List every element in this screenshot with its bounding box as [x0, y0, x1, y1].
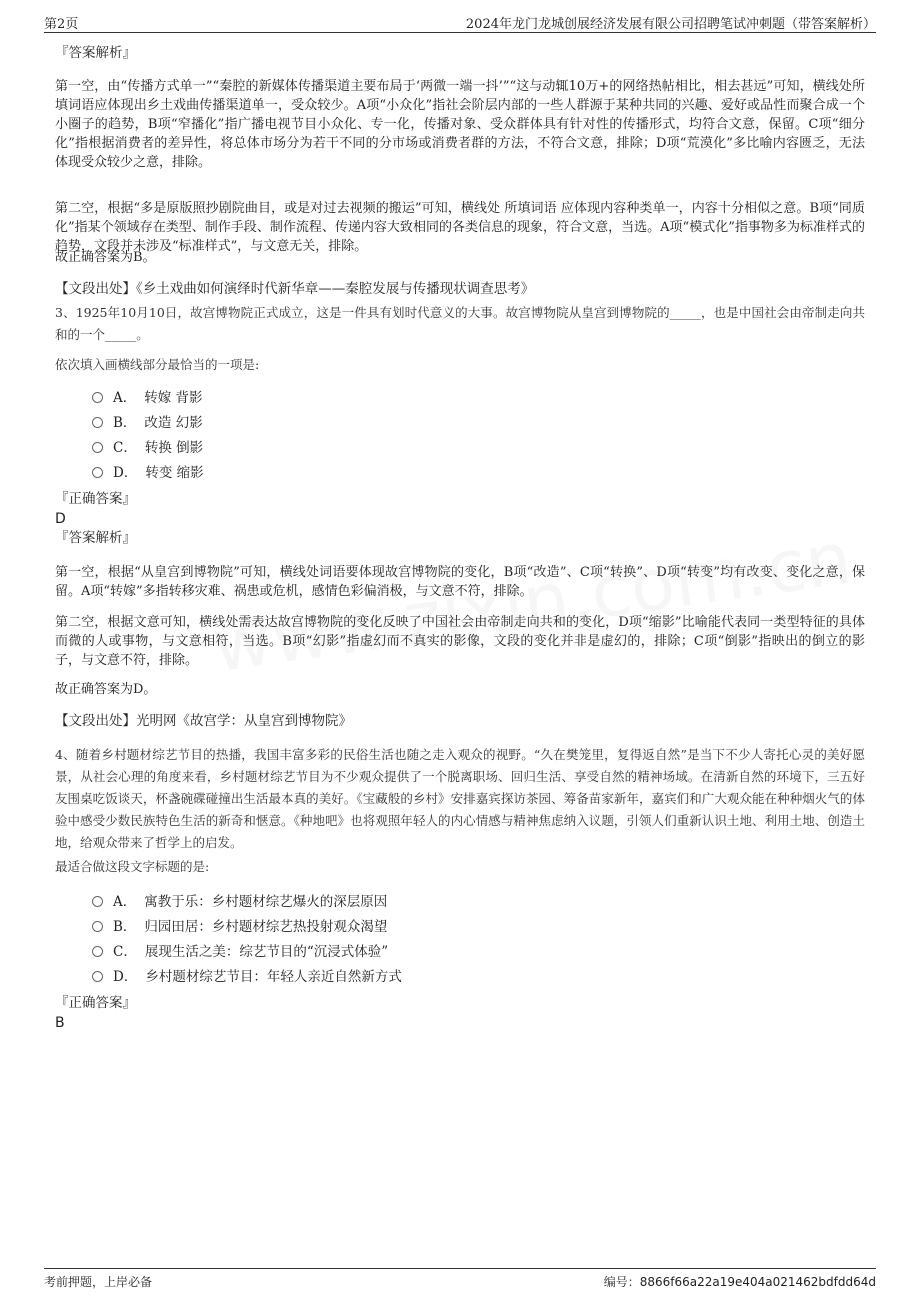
q2-conclusion: 故正确答案为B。: [55, 250, 156, 265]
q3-option-a[interactable]: A． 转嫁 背影: [92, 389, 203, 407]
page-header: [44, 10, 876, 33]
q3-analysis-para-1: 第一空，根据“从皇宫到博物院”可知，横线处词语要体现故宫博物院的变化，B项“改造”、C项“转换”、D项“转变”均有改变、变化之意，保留。A项“转嫁”多指转移灾难、祸患或危机，感情色彩偏消极，与文意不符，排除。: [55, 565, 865, 599]
page-number: 第2页: [44, 17, 79, 32]
radio-icon[interactable]: [92, 392, 103, 403]
q4-answer: B: [55, 1015, 65, 1031]
document-title: 2024年龙门龙城创展经济发展有限公司招聘笔试冲刺题（带答案解析）: [465, 17, 876, 32]
q3-answer-label: 『正确答案』: [55, 491, 136, 507]
q3-option-d[interactable]: D． 转变 缩影: [92, 464, 204, 482]
q3-conclusion: 故正确答案为D。: [55, 682, 157, 697]
radio-icon[interactable]: [92, 971, 103, 982]
q3-stem: 3、1925年10月10日，故宫博物院正式成立，这是一件具有划时代意义的大事。故宫博物院从皇宫到博物院的_____，也是中国社会由帝制走向共和的一个_____。: [55, 305, 865, 342]
radio-icon[interactable]: [92, 896, 103, 907]
q3-analysis-label: 『答案解析』: [55, 530, 136, 546]
q3-option-c[interactable]: C． 转换 倒影: [92, 439, 203, 457]
footer-slogan: 考前押题，上岸必备: [44, 1275, 153, 1289]
q4-prompt: 最适合做这段文字标题的是:: [55, 859, 210, 874]
q3-answer: D: [55, 511, 66, 527]
q4-stem: 4、随着乡村题材综艺节目的热播，我国丰富多彩的民俗生活也随之走入观众的视野。“久在樊笼里，复得返自然”是当下不少人寄托心灵的美好愿景，从社会心理的角度来看，乡村题材综艺节目为不少观众提供了一个脱离职场、回归生活、享受自然的精神场域。在清新自然的环境下，三五好友围桌吃饭谈天，杯盏碗碟碰撞出生活最本真的美好。《宝藏般的乡村》安排嘉宾探访茶园、筹备苗家新年，嘉宾们和广大观众能在种种烟火气的体验中感受少数民族特色生活的新奇和惬意。《种地吧》也将观照年轻人的内心情感与精神焦虑纳入议题，引领人们重新认识土地、利用土地、创造土地，给观众带来了哲学上的启发。: [55, 747, 865, 850]
radio-icon[interactable]: [92, 467, 103, 478]
q2-analysis-para-1: 第一空，由“传播方式单一”“秦腔的新媒体传播渠道主要布局于‘两微一端一抖’”“这与动辄10万+的网络热帖相比，相去甚远”可知，横线处所填词语应体现出乡土戏曲传播渠道单一，受众较少。A项“小众化”指社会阶层内部的一些人群源于某种共同的兴趣、爱好或品性而聚合成一个小圈子的趋势，B项“窄播化”指广播电视节目小众化、专一化，传播对象、受众群体具有针对性的传播形式，均符合文意，保留。C项“细分化”指根据消费者的差异性，将总体市场分为若干不同的分市场或消费者群的方法，不符合文意，排除；D项“荒漠化”多比喻内容匮乏，无法体现受众较少之意，排除。: [55, 79, 865, 170]
q2-analysis-label: 『答案解析』: [55, 45, 136, 61]
q3-option-b[interactable]: B． 改造 幻影: [92, 414, 203, 432]
q4-answer-label: 『正确答案』: [55, 995, 136, 1011]
q3-source: 【文段出处】光明网《故宫学：从皇宫到博物院》: [55, 713, 352, 729]
q3-analysis-para-2: 第二空，根据文意可知，横线处需表达故宫博物院的变化反映了中国社会由帝制走向共和的变化，D项“缩影”比喻能代表同一类型特征的具体而微的人或事物，与文意相符，当选。B项“幻影”指虚幻而不真实的影像，文段的变化并非是虚幻的，排除；C项“倒影”指映出的倒立的影子，与文意不符，排除。: [55, 615, 865, 668]
q4-option-b[interactable]: B． 归园田居：乡村题材综艺热投射观众渴望: [92, 918, 387, 936]
document-id: 编号：8866f66a22a19e404a021462bdfdd64d: [603, 1275, 876, 1289]
page-footer: [44, 1268, 876, 1291]
q4-option-a[interactable]: A． 寓教于乐：乡村题材综艺爆火的深层原因: [92, 893, 387, 911]
radio-icon[interactable]: [92, 417, 103, 428]
q2-source: 【文段出处】《乡土戏曲如何演绎时代新华章——秦腔发展与传播现状调查思考》: [55, 281, 535, 297]
q4-option-c[interactable]: C． 展现生活之美：综艺节目的“沉浸式体验”: [92, 943, 388, 961]
radio-icon[interactable]: [92, 946, 103, 957]
q3-prompt: 依次填入画横线部分最恰当的一项是:: [55, 357, 260, 372]
q4-option-d[interactable]: D． 乡村题材综艺节目：年轻人亲近自然新方式: [92, 968, 402, 986]
radio-icon[interactable]: [92, 442, 103, 453]
q2-analysis-para-2: 第二空，根据“多是原版照抄剧院曲目，或是对过去视频的搬运”可知，横线处 所填词语 应体现内容种类单一，内容十分相似之意。B项“同质化”指某个领域存在类型、制作手段、制作流程、传递内容大致相同的各类信息的现象，符合文意，当选。A项“模式化”指事物多为标准样式的趋势，文段并未涉及“标准样式”，与文意无关，排除。: [55, 201, 865, 254]
radio-icon[interactable]: [92, 921, 103, 932]
